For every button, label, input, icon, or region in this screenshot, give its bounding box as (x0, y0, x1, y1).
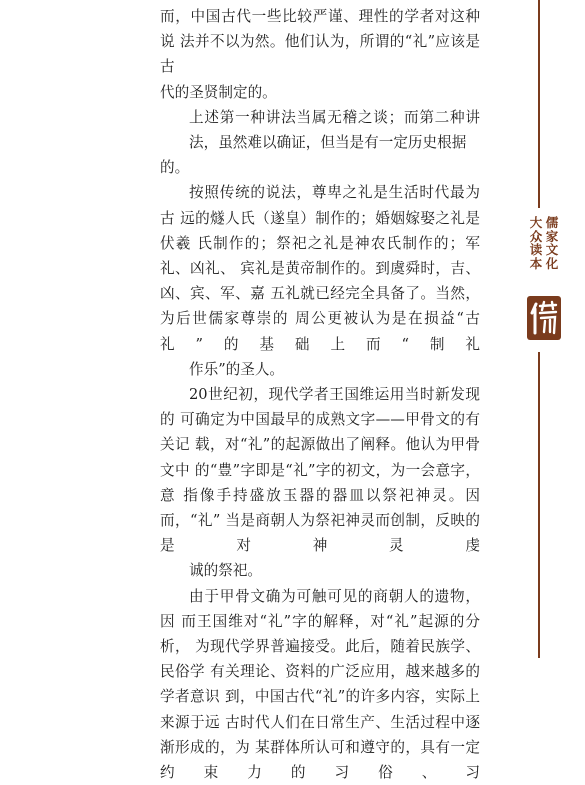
series-subtitle-label: 大众读本 (529, 215, 543, 271)
text-line: 有关理论、资料的广泛应用，越来越多的学者意识 (160, 663, 480, 706)
text-line: 周公更被认为是在损益“古礼”的基础上而“制礼 (160, 310, 480, 353)
text-line: 而王国维对“礼”字的解释，对“礼”起源的分析， (160, 612, 480, 656)
text-line: 上述第一种讲法当属无稽之谈；而第二种讲 (189, 108, 480, 126)
text-line: 由于甲骨文确为可触可见的商朝人的遗物，因 (160, 587, 480, 630)
text-line: 法，虽然难以确证，但当是有一定历史根据的。 (160, 134, 467, 177)
text-line: 古时代人们在日常生产、生活过程中逐渐形成的，为 (160, 713, 480, 756)
paragraph-3 (160, 180, 480, 382)
series-name-label: 儒家文化 (545, 215, 559, 271)
text-line: 按照传统的说法，尊卑之礼是生活时代最为古 (160, 184, 480, 227)
ru-character-seal-icon (527, 296, 561, 340)
paragraph-4 (160, 382, 480, 584)
text-line: 而，中国古代一些比较严谨、理性的学者对这种说 (160, 8, 480, 51)
paragraph-2 (160, 105, 480, 181)
text-line: 宾礼是黄帝制作的。到虞舜时，吉、凶、宾、军、嘉 (160, 260, 480, 303)
margin-rule-bottom (538, 352, 540, 658)
text-line: 氏制作的；祭祀之礼是神农氏制作的；军礼、凶礼、 (160, 234, 480, 278)
paragraph-1 (160, 4, 480, 105)
text-line: 的“豊”字即是“礼”字的初文，为一会意字，意 (160, 461, 480, 504)
text-line: 法并不以为然。他们认为，所谓的“礼”应该是古 (160, 33, 480, 76)
text-line: 某群体所认可和遵守的，具有一定约束力的习俗、习 (160, 738, 480, 782)
text-line: 五礼就已经完全具备了。当然，为后世儒家尊崇的 (160, 285, 480, 328)
text-line: 作乐”的圣人。 (189, 360, 285, 378)
paragraph-5 (160, 584, 480, 785)
text-line: 为现代学界普遍接受。此后，随着民族学、民俗学 (160, 638, 480, 681)
text-line: 载，对“礼”的起源做出了阐释。他认为甲骨文中 (160, 436, 480, 479)
text-line: 20世纪初，现代学者王国维运用当时新发现的 (160, 386, 480, 429)
text-line: 可确定为中国最早的成熟文字——甲骨文的有关记 (160, 411, 480, 454)
margin-rule-top (538, 0, 540, 208)
text-line: 到，中国古代“礼”的许多内容，实际上来源于远 (160, 688, 480, 731)
text-line: 诚的祭祀。 (189, 562, 262, 580)
text-line: 远的燧人氏（遂皇）制作的；婚姻嫁娶之礼是伏羲 (160, 209, 480, 252)
text-line: 指像手持盛放玉器的器皿以祭祀神灵。因而，“礼” (160, 486, 480, 530)
page-body-text (160, 4, 480, 785)
text-line: 代的圣贤制定的。 (160, 83, 277, 101)
seal-glyph (527, 296, 561, 340)
series-side-tab (522, 208, 562, 352)
text-line: 当是商朝人为祭祀神灵而创制，反映的是对神灵虔 (160, 512, 480, 555)
